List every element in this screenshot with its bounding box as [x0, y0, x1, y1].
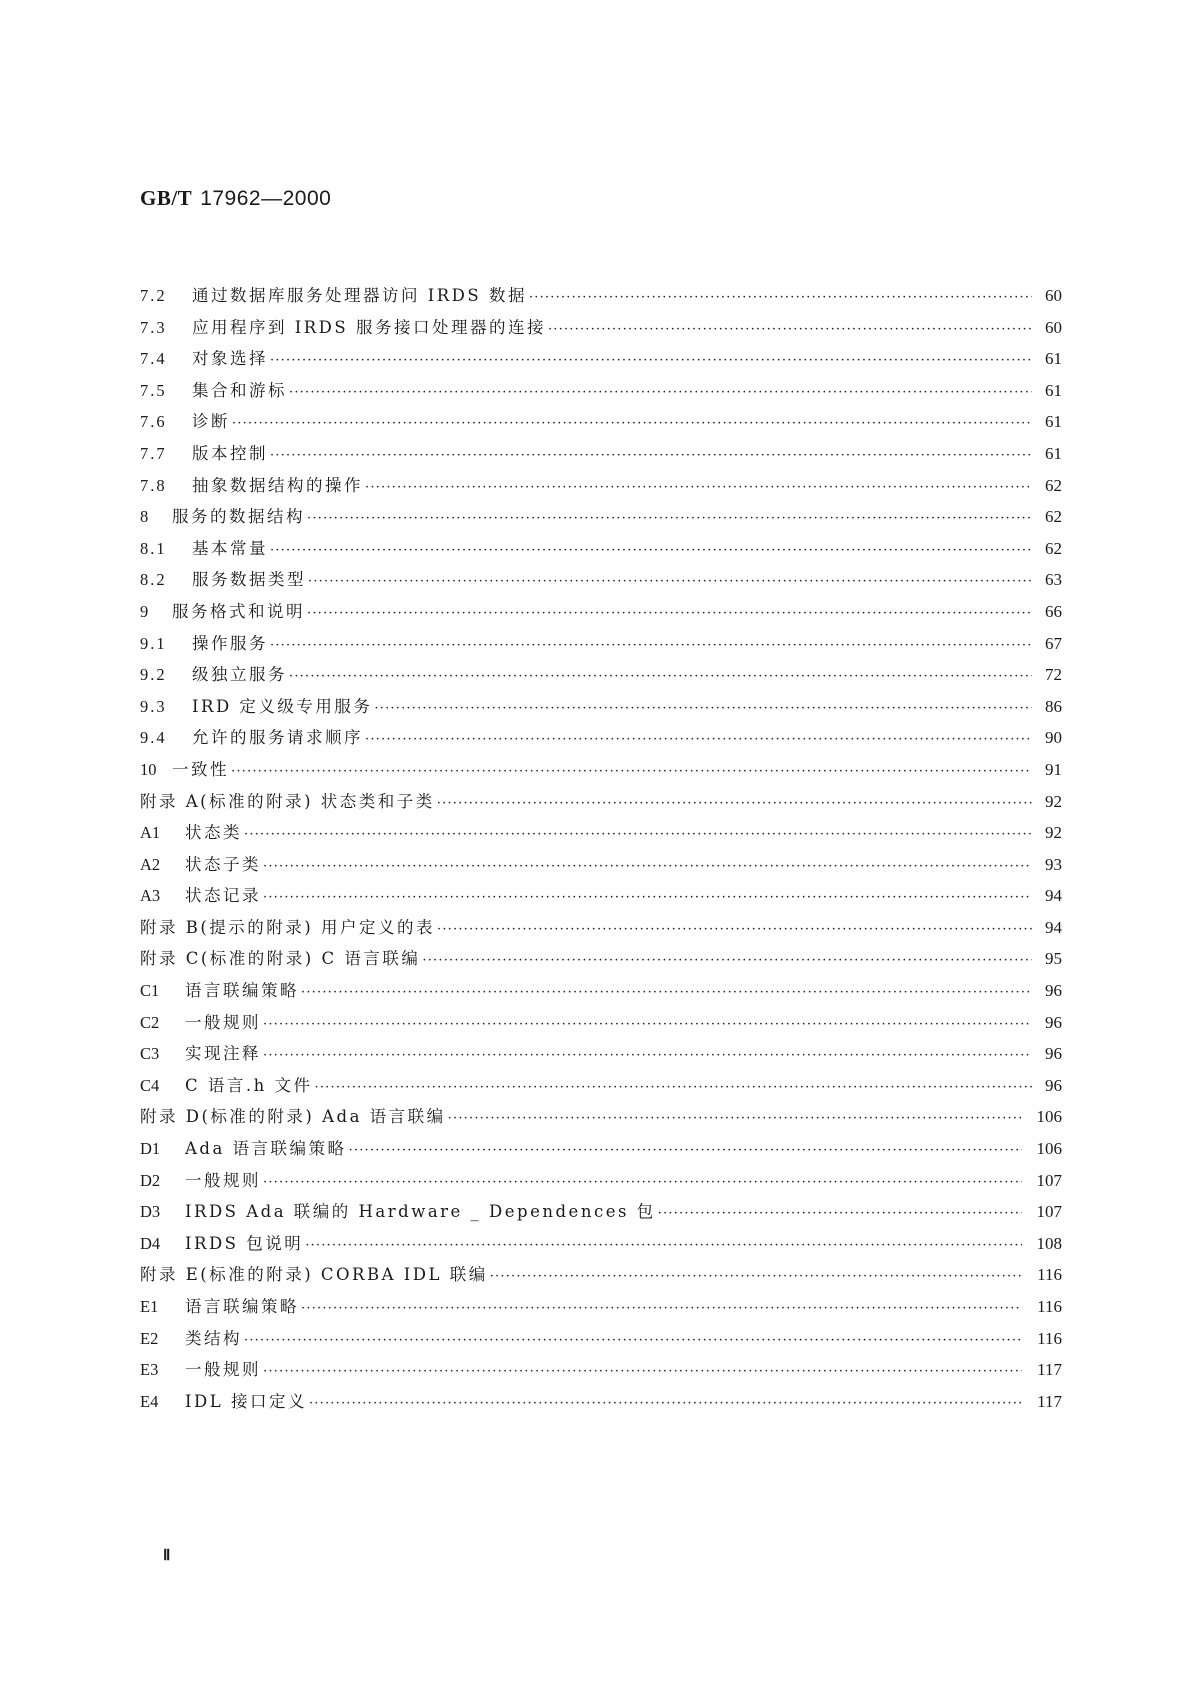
toc-section-number: C3 [140, 1044, 160, 1064]
toc-page-number: 90 [1045, 728, 1062, 748]
standard-prefix: GB/T [140, 186, 193, 210]
toc-entry-title: 状态类 [185, 823, 242, 843]
toc-entry-title: 一般规则 [185, 1360, 261, 1380]
toc-page-number: 106 [1036, 1139, 1062, 1159]
toc-entry[interactable] [140, 819, 1062, 851]
table-of-contents [140, 282, 1062, 1419]
toc-leader-dots [490, 1269, 1022, 1284]
toc-leader-dots [270, 543, 1032, 558]
toc-entry[interactable] [140, 345, 1062, 377]
toc-entry-title: 应用程序到 IRDS 服务接口处理器的连接 [192, 317, 546, 337]
toc-entry-title: 基本常量 [192, 538, 268, 558]
toc-leader-dots [263, 1175, 1022, 1190]
toc-section-number: D2 [140, 1170, 161, 1190]
toc-entry[interactable] [140, 1072, 1062, 1104]
toc-page-number: 117 [1037, 1360, 1062, 1380]
toc-leader-dots [374, 701, 1032, 716]
toc-section-number: A2 [140, 854, 161, 874]
toc-page-number: 96 [1045, 1075, 1062, 1095]
toc-leader-dots [244, 827, 1032, 842]
toc-section-number: C2 [140, 1012, 160, 1032]
toc-page-number: 91 [1045, 759, 1062, 779]
toc-section-number: E2 [140, 1328, 159, 1348]
toc-leader-dots [658, 1206, 1022, 1221]
toc-entry[interactable] [140, 314, 1062, 346]
toc-entry[interactable] [140, 440, 1062, 472]
toc-section-number: 9.2 [140, 665, 167, 685]
toc-entry[interactable] [140, 882, 1062, 914]
toc-section-number: D1 [140, 1139, 161, 1159]
toc-leader-dots [263, 1017, 1032, 1032]
toc-entry[interactable] [140, 914, 1062, 946]
toc-section-number: 7.6 [140, 412, 167, 432]
toc-entry[interactable] [140, 408, 1062, 440]
toc-entry[interactable] [140, 1356, 1062, 1388]
toc-entry[interactable] [140, 661, 1062, 693]
toc-entry[interactable] [140, 1261, 1062, 1293]
toc-section-number: E3 [140, 1360, 159, 1380]
toc-leader-dots [548, 322, 1032, 337]
toc-page-number: 108 [1036, 1233, 1062, 1253]
toc-leader-dots [301, 985, 1032, 1000]
toc-section-number: 7.4 [140, 349, 167, 369]
toc-leader-dots [263, 859, 1032, 874]
toc-leader-dots [232, 416, 1032, 431]
toc-page-number: 72 [1045, 665, 1062, 685]
toc-section-number: C1 [140, 981, 160, 1001]
toc-section-number: 7.2 [140, 286, 167, 305]
toc-leader-dots [289, 385, 1032, 400]
toc-entry-title: 一般规则 [185, 1012, 261, 1032]
toc-page-number: 96 [1045, 1044, 1062, 1064]
toc-section-number: D3 [140, 1202, 161, 1222]
toc-entry[interactable] [140, 535, 1062, 567]
toc-entry[interactable] [140, 630, 1062, 662]
toc-entry-title: 服务格式和说明 [172, 601, 305, 621]
toc-entry-title: 抽象数据结构的操作 [192, 475, 363, 495]
toc-page-number: 116 [1037, 1265, 1062, 1285]
toc-entry[interactable] [140, 503, 1062, 535]
toc-leader-dots [305, 1238, 1022, 1253]
toc-page-number: 61 [1045, 380, 1062, 400]
toc-section-number: 8 [140, 507, 149, 527]
toc-entry-title: 类结构 [185, 1328, 242, 1348]
toc-section-number: 7.3 [140, 317, 167, 337]
toc-leader-dots [270, 448, 1032, 463]
toc-section-number: 10 [140, 759, 157, 779]
toc-entry[interactable] [140, 1230, 1062, 1262]
toc-leader-dots [308, 574, 1032, 589]
toc-leader-dots [263, 1364, 1022, 1379]
toc-section-number: 7.5 [140, 380, 167, 400]
toc-page-number: 60 [1045, 286, 1062, 305]
toc-entry[interactable] [140, 598, 1062, 630]
standard-number: 17962—2000 [200, 187, 332, 210]
toc-leader-dots [270, 638, 1032, 653]
toc-entry-title: 一般规则 [185, 1170, 261, 1190]
toc-entry-title: 语言联编策略 [185, 1297, 299, 1316]
toc-leader-dots [365, 732, 1032, 747]
toc-entry-title: 对象选择 [192, 349, 268, 369]
toc-leader-dots [307, 606, 1032, 621]
toc-entry-title: 集合和游标 [192, 380, 287, 400]
toc-leader-dots [244, 1333, 1022, 1348]
toc-entry-title: 附录 D(标准的附录) Ada 语言联编 [140, 1107, 446, 1127]
toc-entry-title: C 语言.h 文件 [185, 1075, 313, 1095]
toc-entry[interactable] [140, 1040, 1062, 1072]
toc-page-number: 116 [1037, 1328, 1062, 1348]
toc-entry[interactable] [140, 1198, 1062, 1230]
toc-leader-dots [365, 480, 1032, 495]
toc-page-number: 94 [1045, 886, 1062, 906]
toc-section-number: E1 [140, 1297, 159, 1316]
toc-section-number: 8.1 [140, 538, 167, 558]
toc-entry-title: 允许的服务请求顺序 [192, 728, 363, 748]
toc-page-number: 62 [1045, 475, 1062, 495]
toc-entry[interactable] [140, 566, 1062, 598]
toc-entry[interactable] [140, 377, 1062, 409]
toc-entry-title: 附录 B(提示的附录) 用户定义的表 [140, 917, 435, 937]
toc-page-number: 60 [1045, 317, 1062, 337]
toc-entry-title: 级独立服务 [192, 665, 287, 685]
toc-page-number: 62 [1045, 507, 1062, 527]
page-number: Ⅱ [163, 1548, 171, 1564]
toc-section-number: E4 [140, 1391, 159, 1411]
toc-page-number: 61 [1045, 349, 1062, 369]
toc-entry-title: IRD 定义级专用服务 [192, 696, 373, 716]
toc-entry-title: 状态记录 [185, 886, 261, 906]
toc-entry-title: IRDS 包说明 [185, 1233, 304, 1253]
toc-page-number: 107 [1036, 1170, 1062, 1190]
document-header [140, 186, 331, 211]
toc-entry[interactable] [140, 1135, 1062, 1167]
toc-entry-title: 一致性 [172, 759, 229, 779]
toc-entry-title: 通过数据库服务处理器访问 IRDS 数据 [192, 286, 527, 305]
toc-entry[interactable] [140, 945, 1062, 977]
toc-entry[interactable] [140, 1325, 1062, 1357]
toc-entry-title: 诊断 [192, 412, 230, 432]
toc-page-number: 96 [1045, 1012, 1062, 1032]
toc-section-number: A3 [140, 886, 161, 906]
toc-page-number: 94 [1045, 917, 1062, 937]
toc-entry-title: 服务数据类型 [192, 570, 306, 590]
toc-entry[interactable] [140, 1293, 1062, 1325]
toc-section-number: 9.1 [140, 633, 167, 653]
toc-leader-dots [422, 953, 1032, 968]
toc-leader-dots [231, 764, 1032, 779]
toc-leader-dots [315, 1080, 1033, 1095]
toc-page-number: 63 [1045, 570, 1062, 590]
toc-entry-title: 状态子类 [185, 854, 261, 874]
toc-section-number: D4 [140, 1233, 161, 1253]
toc-entry[interactable] [140, 1388, 1062, 1420]
toc-page-number: 61 [1045, 412, 1062, 432]
toc-leader-dots [307, 511, 1032, 526]
toc-page-number: 92 [1045, 791, 1062, 811]
toc-leader-dots [529, 290, 1032, 305]
toc-leader-dots [301, 1301, 1022, 1316]
toc-entry[interactable] [140, 693, 1062, 725]
toc-page-number: 62 [1045, 538, 1062, 558]
toc-entry[interactable] [140, 724, 1062, 756]
toc-leader-dots [437, 922, 1032, 937]
toc-page-number: 86 [1045, 696, 1062, 716]
toc-entry-title: 版本控制 [192, 443, 268, 463]
toc-page-number: 61 [1045, 443, 1062, 463]
toc-entry[interactable] [140, 1009, 1062, 1041]
toc-entry[interactable] [140, 282, 1062, 314]
toc-section-number: 9.4 [140, 728, 167, 748]
toc-leader-dots [263, 1048, 1032, 1063]
toc-page-number: 93 [1045, 854, 1062, 874]
toc-page-number: 107 [1036, 1202, 1062, 1222]
toc-entry-title: 附录 C(标准的附录) C 语言联编 [140, 949, 421, 969]
toc-entry-title: 服务的数据结构 [172, 507, 305, 527]
toc-entry-title: Ada 语言联编策略 [185, 1139, 347, 1159]
toc-entry-title: IDL 接口定义 [185, 1391, 307, 1411]
toc-entry[interactable] [140, 977, 1062, 1009]
toc-entry[interactable] [140, 1167, 1062, 1199]
toc-page-number: 116 [1037, 1297, 1062, 1316]
toc-entry[interactable] [140, 756, 1062, 788]
toc-leader-dots [289, 669, 1032, 684]
toc-section-number: C4 [140, 1075, 160, 1095]
toc-leader-dots [263, 890, 1032, 905]
toc-page-number: 95 [1045, 949, 1062, 969]
toc-leader-dots [309, 1396, 1022, 1411]
toc-section-number: A1 [140, 823, 161, 843]
toc-entry-title: 操作服务 [192, 633, 268, 653]
toc-leader-dots [270, 353, 1032, 368]
toc-entry-title: 实现注释 [185, 1044, 261, 1064]
toc-entry[interactable] [140, 851, 1062, 883]
toc-section-number: 9 [140, 601, 149, 621]
toc-section-number: 7.8 [140, 475, 167, 495]
toc-entry[interactable] [140, 472, 1062, 504]
toc-section-number: 7.7 [140, 443, 167, 463]
toc-entry-title: 附录 A(标准的附录) 状态类和子类 [140, 791, 435, 811]
toc-entry-title: IRDS Ada 联编的 Hardware _ Dependences 包 [185, 1202, 656, 1222]
toc-page-number: 92 [1045, 823, 1062, 843]
toc-page-number: 66 [1045, 601, 1062, 621]
toc-page-number: 106 [1036, 1107, 1062, 1127]
toc-entry[interactable] [140, 1103, 1062, 1135]
toc-section-number: 8.2 [140, 570, 167, 590]
toc-page-number: 67 [1045, 633, 1062, 653]
toc-leader-dots [448, 1111, 1022, 1126]
toc-entry-title: 语言联编策略 [185, 981, 299, 1001]
toc-section-number: 9.3 [140, 696, 167, 716]
toc-leader-dots [437, 796, 1032, 811]
toc-page-number: 117 [1037, 1391, 1062, 1411]
toc-leader-dots [349, 1143, 1022, 1158]
toc-entry[interactable] [140, 788, 1062, 820]
toc-entry-title: 附录 E(标准的附录) CORBA IDL 联编 [140, 1265, 488, 1285]
toc-page-number: 96 [1045, 981, 1062, 1001]
